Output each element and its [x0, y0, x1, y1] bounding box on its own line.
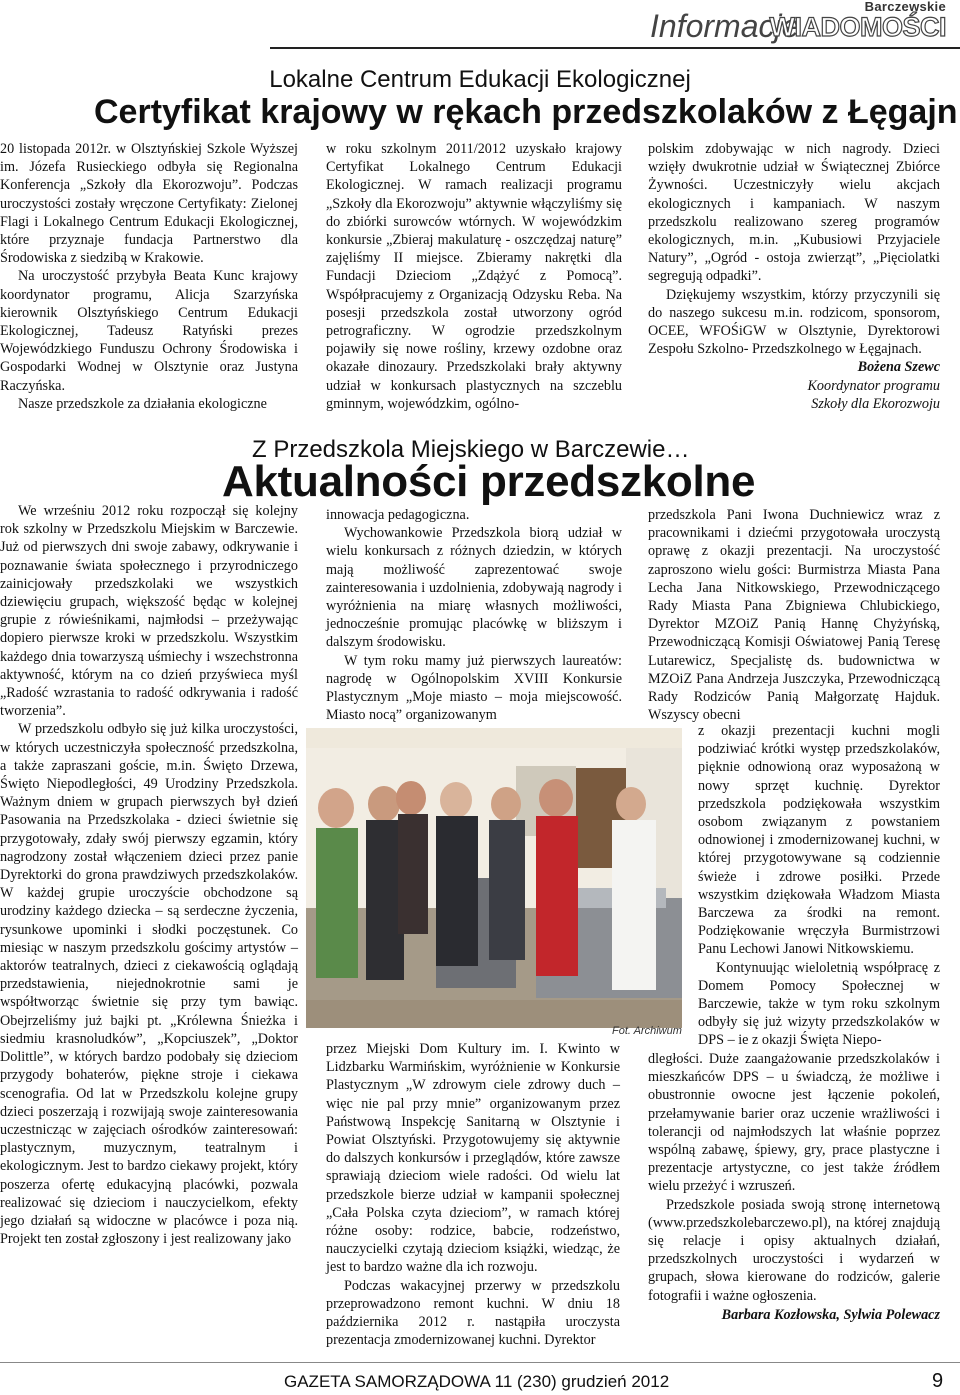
paragraph: Wychowankowie Przedszkola biorą udział w wielu konkursach z różnych dziedzin, w których mają możliwość zaprezentować swoje zainteresowania i uzdolnienia, zdobywają nagrody i wyróżnienia na miarę własnych możliwości, jednocześnie promując placówkę w bliższym i dalszym środowisku.	[326, 525, 622, 651]
article2-signature: Barbara Kozłowska, Sylwia Polewacz	[721, 1307, 940, 1323]
paragraph: Na uroczystość przybyła Beata Kunc krajowy koordynator programu, Alicja Szarzyńska kierownik Olsztyńskiego Centrum Edukacji Ekologicznej, Tadeusz Ratyński prezes Wojewódzkiego Funduszu Ochrony Środowiska i Gospodarki Wodnej w Olsztynie oraz Justyna Raczyńska.	[0, 268, 298, 394]
paragraph: polskim zdobywając w nich nagrody. Dzieci wzięły dwukrotnie udział w Świątecznej Zbiórce Żywności. Uczestniczyły wielu akcjach ekologicznych i kampaniach. W naszym przedszkolu realizowano szereg programów ekologicznych, m.in. „Kubusiowi Przyjaciele Natury”, „Ogród - ostoja zwierząt”, „Pięciolatki segregują odpadki”.	[648, 141, 940, 285]
article2-kicker: Z Przedszkola Miejskiego w Barczewie…	[252, 436, 690, 463]
footer-publication: GAZETA SAMORZĄDOWA 11 (230) grudzień 2012	[284, 1372, 670, 1391]
masthead-top: Barczewskie	[864, 0, 946, 14]
paragraph: dległości. Duże zaangażowanie przedszkolaków i mieszkańców DPS – u świadczą, że możliwe i obustronnie owocne jest łączenie pokoleń, przełamywanie barier oraz uczenie wrażliwości i tolerancji od najmłodszych lat właśnie poprzez wspólną zabawę, śpiewy, gry, prace plastyczne i prezentacje artystyczne, co jest także źródłem wielu przeżyć i wzruszeń.	[648, 1051, 940, 1195]
article2-column-2-continued	[326, 1040, 620, 1349]
paragraph: z okazji prezentacji kuchni mogli podziwiać krótki występ przedszkolaków, pięknie odnowioną oraz wyposażoną w nowy sprzęt kuchnię. Dyrektor przedszkola podziękowała wszystkim osobom związanym z powstaniem odnowionej i zmodernizowanej kuchni, w której przygotowywane są codziennie świeże i zdrowe posiłki. Przede wszystkim dziękowała Władzom Miasta Barczewa za środki na remont. Podziękowanie wręczyła Burmistrzowi Panu Lechowi Janowi Nitkowskiemu.	[698, 723, 940, 958]
article1-column-3	[648, 140, 940, 413]
article2-column-3-tail	[648, 1050, 940, 1305]
article2-column-2	[326, 506, 622, 724]
article2-column-1	[0, 502, 298, 1248]
footer-rule	[0, 1362, 960, 1363]
article2-column-3	[648, 506, 940, 724]
masthead-bottom: WIADOMOŚCI	[769, 12, 946, 42]
page-number: 9	[932, 1370, 944, 1392]
paragraph: Kontynuując wieloletnią współpracę z Domem Pomocy Społecznej w Barczewie, także w tym roku szkolnym odbyły się już wizyty przedszkolaków w DPS – ie z okazji Święta Niepo-	[698, 959, 940, 1049]
paragraph: innowacja pedagogiczna.	[326, 507, 470, 523]
article1-title: Certyfikat krajowy w rękach przedszkolaków z Łęgajn	[94, 93, 958, 131]
article2-column-3-continued	[698, 722, 940, 1050]
paragraph: Przedszkole posiada swoją stronę internetową (www.przedszkolebarczewo.pl), na której znajdują się relacje i opisy aktualnych działań, przedszkolnych uroczystości i wydarzeń w grupach, słowa kierowane do rodziców, galerie fotografii i ważne ogłoszenia.	[648, 1196, 940, 1304]
article1-column-2	[326, 140, 622, 413]
paragraph: przedszkola Pani Iwona Duchniewicz wraz z pracownikami i dziećmi przygotowała uroczystą oprawę z okazji prezentacji. Na uroczystość zaproszono wielu gości: Burmistrza Miasta Pana Lecha Jana Nitkowskiego, Przewodniczącego Rady Miasta Pana Zbigniewa Chlubickiego, Dyrektor MZOiZ Panią Hannę Chyżyńską, Przewodniczącą Komisji Oświatowej Panią Teresę Lutarewicz, Specjalistę ds. budownictwa w MZOiZ Pana Andrzeja Juszczyka, Przewodniczącą Rady Rodziców Panią Małgorzatę Hajduk. Wszyscy obecni	[648, 507, 940, 724]
paragraph: Nasze przedszkole za działania ekologiczne	[18, 395, 267, 412]
paragraph: przez Miejski Dom Kultury im. I. Kwinto w Lidzbarku Warmińskim, wyróżnienie w Konkursie Plastycznym „W zdrowym ciele zdrowy duch – więc nie pal przy mnie” organizowanym przez Państwową Inspekcję Sanitarną w Olsztynie i Powiat Olsztyński. Przygotowujemy się aktywnie do dalszych konkursów i przeglądów, które zawsze sprawiają dzieciom wiele radości. Od wielu lat przedszkole bierze udział w kampanii społecznej „Cała Polska czyta dzieciom”, w ramach której różne osoby: rodzice, babcie, rodzeństwo, nauczycielki czytają dzieciom książki, wiedząc, że jest to bardzo ważne dla ich rozwoju.	[326, 1041, 620, 1276]
photo-credit: Fot. Archiwum	[612, 1025, 682, 1037]
signature-role: Szkoły dla Ekorozwoju	[811, 395, 940, 412]
paragraph: Dziękujemy wszystkim, którzy przyczynili się do naszego sukcesu m.in. rodzicom, sponsorom, OCEE, WFOŚiGW w Olsztynie, Dyrektorowi Zespołu Szkolno- Przedszkolnego w Łęgajnach.	[648, 286, 940, 358]
masthead-logo	[769, 0, 946, 42]
kitchen-photo	[306, 728, 682, 1028]
paragraph: Podczas wakacyjnej przerwy w przedszkolu przeprowadzono remont kuchni. W dniu 18 października 2012 r. nastąpiła uroczysta prezentacja zmodernizowanej kuchni. Dyrektor	[326, 1277, 620, 1349]
article2-title: Aktualności przedszkolne	[222, 457, 756, 506]
kitchen-photo-image	[306, 728, 682, 1028]
article1-column-1	[0, 140, 298, 413]
header-rule	[270, 47, 960, 49]
paragraph: W przedszkolu odbyło się już kilka uroczystości, w których uczestniczyła społeczność przedszkolna, a także zapraszani goście, m.in. Święto Drzewa, Święto Niepodległości, 49 Urodziny Przedszkola. Ważnym dniem w grupach pierwszych był dzień Pasowania na Przedszkolaka - dzieci świetnie się przygotowały, zdały swój pierwszy egzamin, który nagrodzony został włączeniem dzieci przez panie Dyrektorki do grona prawdziwych przedszkolaków. W każdej grupie uroczyście obchodzone są urodziny każdego dziecka – są serdeczne życzenia, rysunkowe upominki i słodki poczęstunek. Co miesiąc w naszym przedszkolu gościmy artystów – aktorów teatralnych, dzieci z ciekawością oglądają przedstawienia, niejednokrotnie sami je współtworząc świetnie się przy tym bawiąc. Obejrzeliśmy już bajki pt. „Królewna Śnieżka i siedmiu krasnoludków”, „Kopciuszek”, „Doktor Dolittle”, w których bardzo podobały się dzieciom przygody bohaterów, piękne stroje i ciekawa scenografia. Od lat w Przedszkolu kolejne grupy dzieci poszerzają i rozwijają swoje zainteresowania uczestnicząc w zajęciach ośrodków zainteresowań: plastycznym, muzycznym, teatralnym i ekologicznym. Jest to bardzo ciekawy projekt, który poszerza ofertę edukacyjną placówki, pozwala realizować się dzieciom i nauczycielkom, efekty jego działań są widoczne w placówce i poza nią. Projekt ten został zgłoszony i jest realizowany jako	[0, 721, 298, 1248]
paragraph: w roku szkolnym 2011/2012 uzyskało krajowy Certyfikat Lokalnego Centrum Edukacji Ekologicznej. W ramach realizacji programu „Szkoły dla Ekorozwoju” aktywnie włączyliśmy się do zbiórki surowców wtórnych. W wojewódzkim konkursie „Zbieraj makulaturę - oszczędzaj naturę” zajęliśmy II miejsce. Zbieramy nakrętki dla Fundacji Dzieciom „Zdążyć z Pomocą”. Współpracujemy z Organizacją Odzysku Reba. Na posesji przedszkola został utworzony ogród petrograficzny. W ogrodzie przedszkolnym pojawiły się nowe rośliny, krzewy ozdobne oraz okazałe dinozaury. Przedszkolaki brały aktywny udział w konkursach plastycznych na szczeblu gminnym, wojewódzkim, ogólno-	[326, 141, 622, 412]
paragraph: W tym roku mamy już pierwszych laureatów: nagrodę w Ogólnopolskim XVIII Konkursie Plastycznym „Moje miasto – moja miejscowość. Miasto nocą” organizowanym	[326, 652, 622, 724]
paragraph: 20 listopada 2012r. w Olsztyńskiej Szkole Wyższej im. Józefa Rusieckiego odbyła się Regionalna Konferencja „Szkoły dla Ekorozwoju”. Podczas uroczystości zostały wręczone Certyfikaty: Zielonej Flagi i Lokalnego Centrum Edukacji Ekologicznej, które przyznaje fundacja Partnerstwo dla Środowiska z siedzibą w Krakowie.	[0, 141, 298, 267]
signature-role: Koordynator programu	[807, 377, 940, 394]
section-title: Informacje	[650, 8, 800, 44]
signature-name: Bożena Szewc	[857, 359, 940, 376]
article1-kicker: Lokalne Centrum Edukacji Ekologicznej	[269, 66, 691, 93]
paragraph: We wrześniu 2012 roku rozpoczął się kolejny rok szkolny w Przedszkolu Miejskim w Barczewie. Już od pierwszych dni swoje zabawy, odkrywanie i poznawanie świata społecznego i przyrodniczego zainicjowały przedszkolaki we wszystkich dziewięciu grupach, większość będąc w kolejnej grupie z rówieśnikami, najmłodsi – przeżywając dopiero pierwsze kroki w przedszkolu. Wszystkim każdego dnia towarzyszą uśmiechy i wszechstronna aktywność, którym na co dzień przyświeca myśl „Radość wzrastania to radość odkrywania i radość tworzenia”.	[0, 503, 298, 720]
